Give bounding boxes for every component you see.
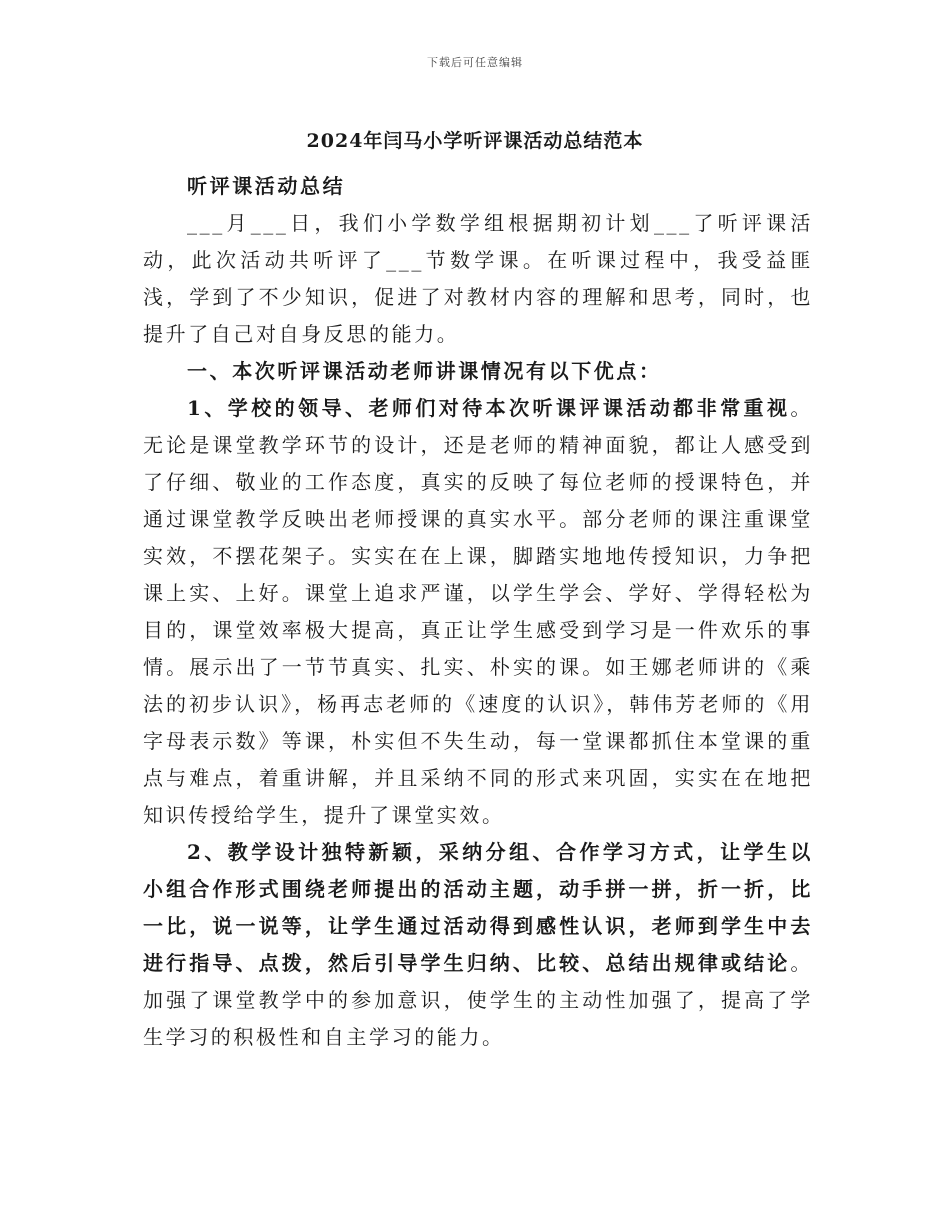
document-body [143,168,813,1056]
section-title: 听评课活动总结 [187,174,346,198]
point-2-body: 。加强了课堂教学中的参加意识，使学生的主动性加强了，提高了学生学习的积极性和自主学习的能力。 [143,951,813,1049]
point-2-lead: 2、教学设计独特新颖，采纳分组、合作学习方式，让学生以小组合作形式围绕老师提出的活动主题，动手拼一拼，折一折，比一比，说一说等，让学生通过活动得到感性认识，老师到学生中去进行指导、点拨，然后引导学生归纳、比较、总结出规律或结论 [143,840,813,975]
point-1-lead: 1、学校的领导、老师们对待本次听课评课活动都非常重视 [187,396,791,420]
point-1-paragraph [143,390,813,834]
heading-advantages: 一、本次听评课活动老师讲课情况有以下优点： [187,359,662,383]
intro-paragraph: ___月___日，我们小学数学组根据期初计划___了听评课活动，此次活动共听评了___节数学课。在听课过程中，我受益匪浅，学到了不少知识，促进了对教材内容的理解和思考，同时，也提升了自己对自身反思的能力。 [143,211,813,346]
point-2-paragraph [143,834,813,1056]
point-1-body: 。无论是课堂教学环节的设计，还是老师的精神面貌，都让人感受到了仔细、敬业的工作态度，真实的反映了每位老师的授课特色，并通过课堂教学反映出老师授课的真实水平。部分老师的课注重课堂实效，不摆花架子。实实在在上课，脚踏实地地传授知识，力争把课上实、上好。课堂上追求严谨，以学生学会、学好、学得轻松为目的，课堂效率极大提高，真正让学生感受到学习是一件欢乐的事情。展示出了一节节真实、扎实、朴实的课。如王娜老师讲的《乘法的初步认识》，杨再志老师的《速度的认识》，韩伟芳老师的《用字母表示数》等课，朴实但不失生动，每一堂课都抓住本堂课的重点与难点，着重讲解，并且采纳不同的形式来巩固，实实在在地把知识传授给学生，提升了课堂实效。 [143,396,813,827]
document-title: 2024年闫马小学听评课活动总结范本 [306,130,644,152]
header-note: 下载后可任意编辑 [427,56,523,69]
